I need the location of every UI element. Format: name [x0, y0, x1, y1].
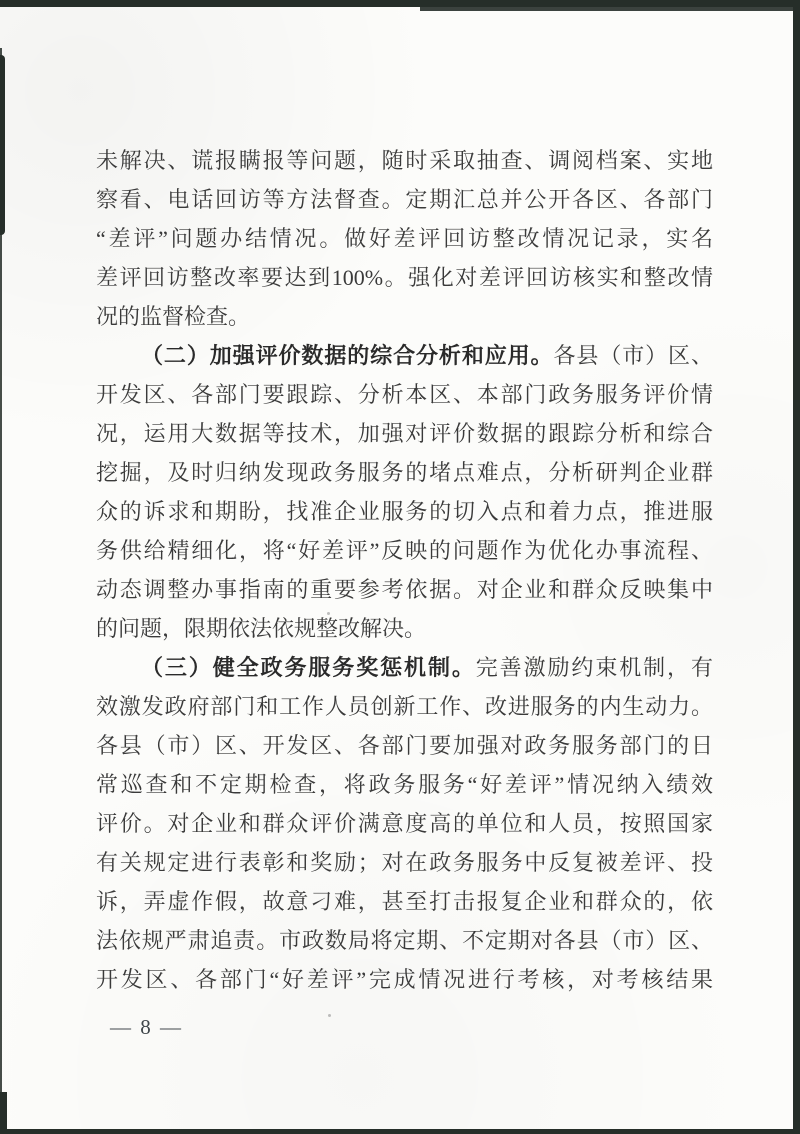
- body-text-segment: 况的监督检查。: [96, 304, 251, 329]
- text-line: [96, 960, 713, 999]
- body-text-segment: 察看、电话回访等方法督查。定期汇总并公开各区、各部门: [96, 187, 713, 212]
- section-heading: （二）加强评价数据的综合分析和应用。: [141, 343, 554, 368]
- body-text-segment: 完善激励约束机制，有: [475, 655, 713, 680]
- text-line: [96, 921, 713, 960]
- document-body: [96, 141, 713, 999]
- body-text-segment: 挖掘，及时归纳发现政务服务的堵点难点，分析研判企业群: [96, 460, 713, 485]
- scan-edge-bottom-left: [0, 1092, 7, 1134]
- text-line: [96, 414, 713, 453]
- text-line: [96, 648, 713, 687]
- text-line: [96, 336, 713, 375]
- section-heading: （三）健全政务服务奖惩机制。: [141, 655, 476, 680]
- scan-speck: [328, 1014, 331, 1017]
- body-text-segment: “差评”问题办结情况。做好差评回访整改情况记录，实名: [96, 226, 713, 251]
- text-line: [96, 765, 713, 804]
- text-line: [96, 687, 713, 726]
- text-line: [96, 141, 713, 180]
- body-text-segment: 开发区、各部门要跟踪、分析本区、本部门政务服务评价情: [96, 382, 713, 407]
- text-line: [96, 219, 713, 258]
- body-text-segment: 各县（市）区、: [553, 343, 713, 368]
- body-text-segment: 评价。对企业和群众评价满意度高的单位和人员，按照国家: [96, 811, 713, 836]
- body-text-segment: 务供给精细化，将“好差评”反映的问题作为优化办事流程、: [96, 538, 713, 563]
- body-text-segment: 法依规严肃追责。市政数局将定期、不定期对各县（市）区、: [96, 928, 713, 953]
- scan-edge-left-blob: [0, 55, 5, 235]
- body-text-segment: 各县（市）区、开发区、各部门要加强对政务服务部门的日: [96, 733, 713, 758]
- body-text-segment: 动态调整办事指南的重要参考依据。对企业和群众反映集中: [96, 577, 713, 602]
- body-text-segment: 况，运用大数据等技术，加强对评价数据的跟踪分析和综合: [96, 421, 713, 446]
- text-line: [96, 609, 713, 648]
- body-text-segment: 的问题，限期依法依规整改解决。: [96, 616, 427, 641]
- body-text-segment: 效激发政府部门和工作人员创新工作、改进服务的内生动力。: [96, 694, 713, 719]
- text-line: [96, 453, 713, 492]
- body-text-segment: 开发区、各部门“好差评”完成情况进行考核，对考核结果: [96, 967, 713, 992]
- text-line: [96, 258, 713, 297]
- scan-edge-top-right: [420, 7, 800, 11]
- text-line: [96, 804, 713, 843]
- text-line: [96, 492, 713, 531]
- text-line: [96, 180, 713, 219]
- text-line: [96, 843, 713, 882]
- text-line: [96, 882, 713, 921]
- body-text-segment: 有关规定进行表彰和奖励；对在政务服务中反复被差评、投: [96, 850, 713, 875]
- scan-edge-top: [0, 0, 800, 7]
- body-text-segment: 差评回访整改率要达到100%。强化对差评回访核实和整改情: [96, 265, 713, 290]
- scan-edge-right: [793, 0, 800, 1134]
- text-line: [96, 297, 713, 336]
- body-text-segment: 常巡查和不定期检查，将政务服务“好差评”情况纳入绩效: [96, 772, 713, 797]
- body-text-segment: 未解决、谎报瞒报等问题，随时采取抽查、调阅档案、实地: [96, 148, 713, 173]
- text-line: [96, 726, 713, 765]
- text-line: [96, 570, 713, 609]
- page-number: — 8 —: [110, 1015, 183, 1039]
- body-text-segment: 众的诉求和期盼，找准企业服务的切入点和着力点，推进服: [96, 499, 713, 524]
- text-line: [96, 375, 713, 414]
- text-line: [96, 531, 713, 570]
- body-text-segment: 诉，弄虚作假，故意刁难，甚至打击报复企业和群众的，依: [96, 889, 713, 914]
- scan-edge-bottom: [0, 1129, 800, 1134]
